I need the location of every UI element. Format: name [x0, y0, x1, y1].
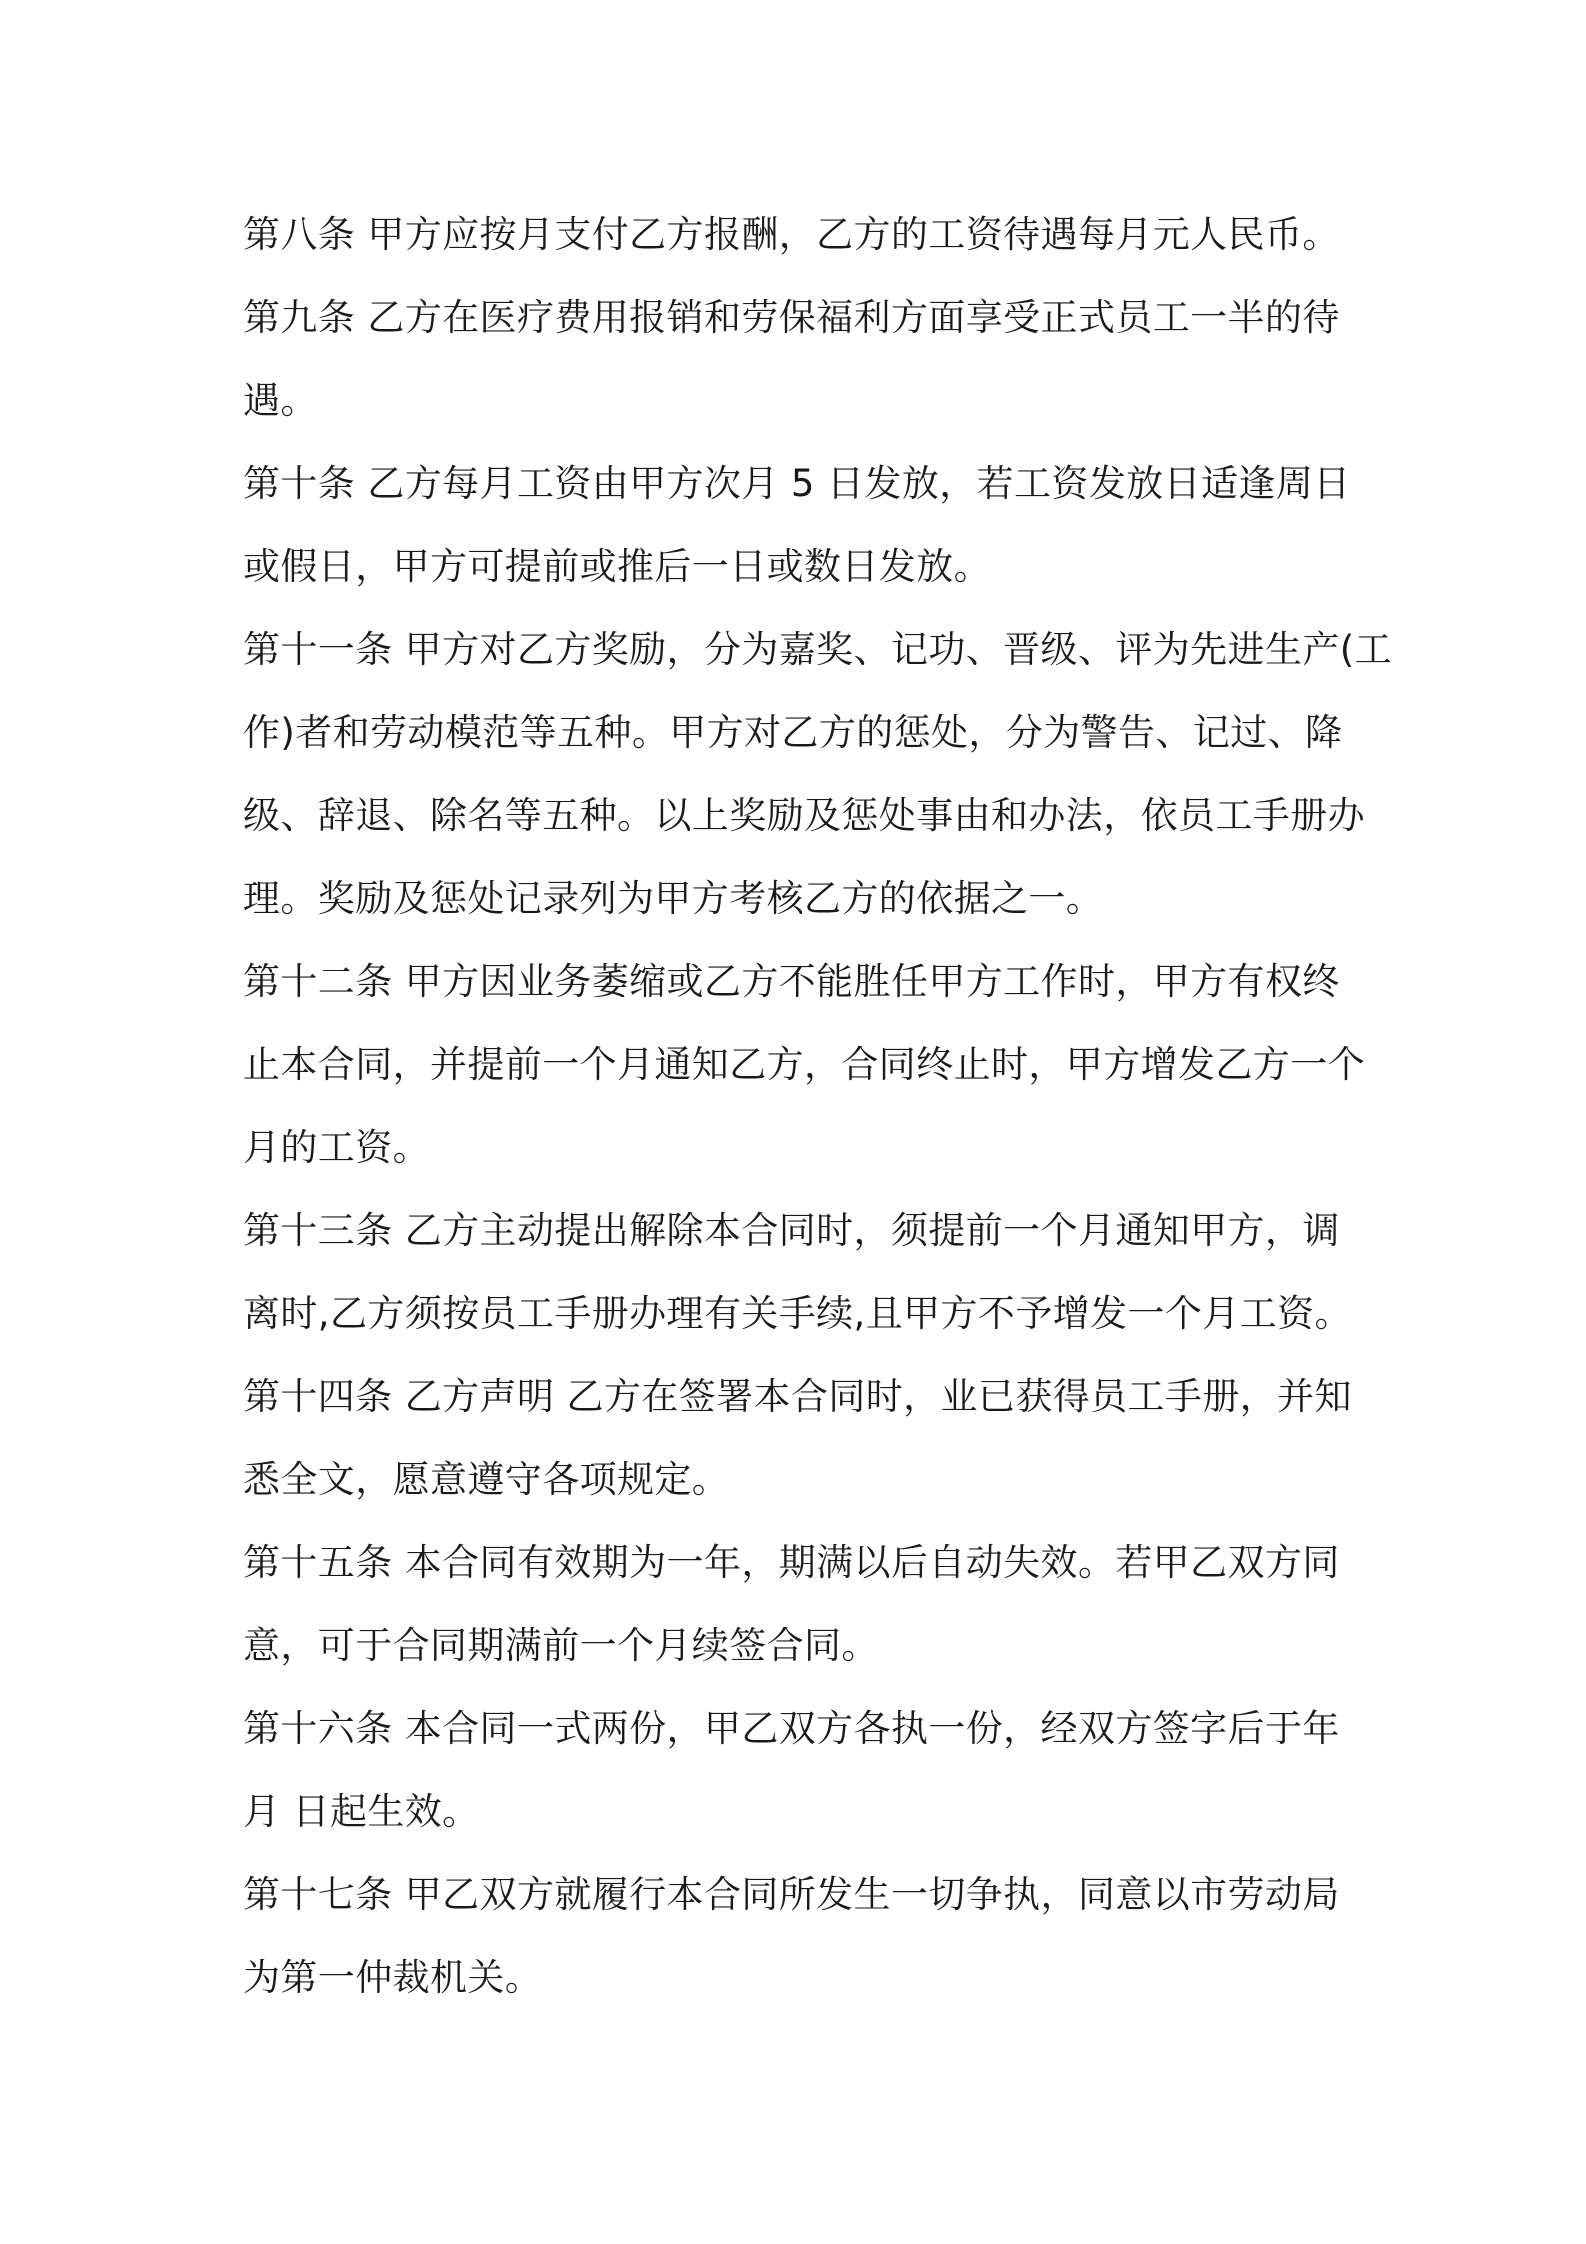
text-line: 月 日起生效。	[243, 1790, 480, 1833]
text-line: 第十五条 本合同有效期为一年，期满以后自动失效。若甲乙双方同	[243, 1541, 1340, 1584]
article-14	[243, 1355, 1363, 1521]
text-line: 为第一仲裁机关。	[243, 1956, 543, 1999]
article-17	[243, 1853, 1363, 2019]
text-line: 或假日，甲方可提前或推后一日或数日发放。	[243, 545, 991, 588]
text-line: 级、辞退、除名等五种。以上奖励及惩处事由和办法，依员工手册办	[243, 794, 1365, 837]
text-line: 作)者和劳动模范等五种。甲方对乙方的惩处，分为警告、记过、降	[243, 711, 1343, 754]
text-line: 第十六条 本合同一式两份，甲乙双方各执一份，经双方签字后于年	[243, 1707, 1340, 1750]
text-line: 第九条 乙方在医疗费用报销和劳保福利方面享受正式员工一半的待	[243, 296, 1340, 339]
text-line: 遇。	[243, 379, 318, 422]
contract-body	[243, 193, 1392, 2019]
text-line: 第十七条 甲乙双方就履行本合同所发生一切争执，同意以市劳动局	[243, 1873, 1340, 1916]
article-16	[243, 1687, 1363, 1853]
text-line: 第十条 乙方每月工资由甲方次月 5 日发放，若工资发放日适逢周日	[243, 462, 1351, 505]
article-10	[243, 442, 1363, 608]
text-line: 第十二条 甲方因业务萎缩或乙方不能胜任甲方工作时，甲方有权终	[243, 960, 1340, 1003]
article-12	[243, 940, 1363, 1189]
article-9	[243, 276, 1363, 442]
text-line: 悉全文，愿意遵守各项规定。	[243, 1458, 730, 1501]
text-line: 第十三条 乙方主动提出解除本合同时，须提前一个月通知甲方，调	[243, 1209, 1340, 1252]
text-line: 理。奖励及惩处记录列为甲方考核乙方的依据之一。	[243, 877, 1104, 920]
article-13	[243, 1189, 1363, 1355]
text-line: 离时,乙方须按员工手册办理有关手续,且甲方不予增发一个月工资。	[243, 1292, 1352, 1335]
text-line: 第十一条 甲方对乙方奖励，分为嘉奖、记功、晋级、评为先进生产(工	[243, 628, 1392, 671]
article-15	[243, 1521, 1363, 1687]
article-8	[243, 193, 1363, 276]
article-11	[243, 608, 1392, 940]
text-line: 月的工资。	[243, 1126, 430, 1169]
text-line: 第八条 甲方应按月支付乙方报酬，乙方的工资待遇每月元人民币。	[243, 213, 1340, 256]
text-line: 第十四条 乙方声明 乙方在签署本合同时，业已获得员工手册，并知	[243, 1375, 1352, 1418]
text-line: 止本合同，并提前一个月通知乙方，合同终止时，甲方增发乙方一个	[243, 1043, 1365, 1086]
text-line: 意，可于合同期满前一个月续签合同。	[243, 1624, 879, 1667]
